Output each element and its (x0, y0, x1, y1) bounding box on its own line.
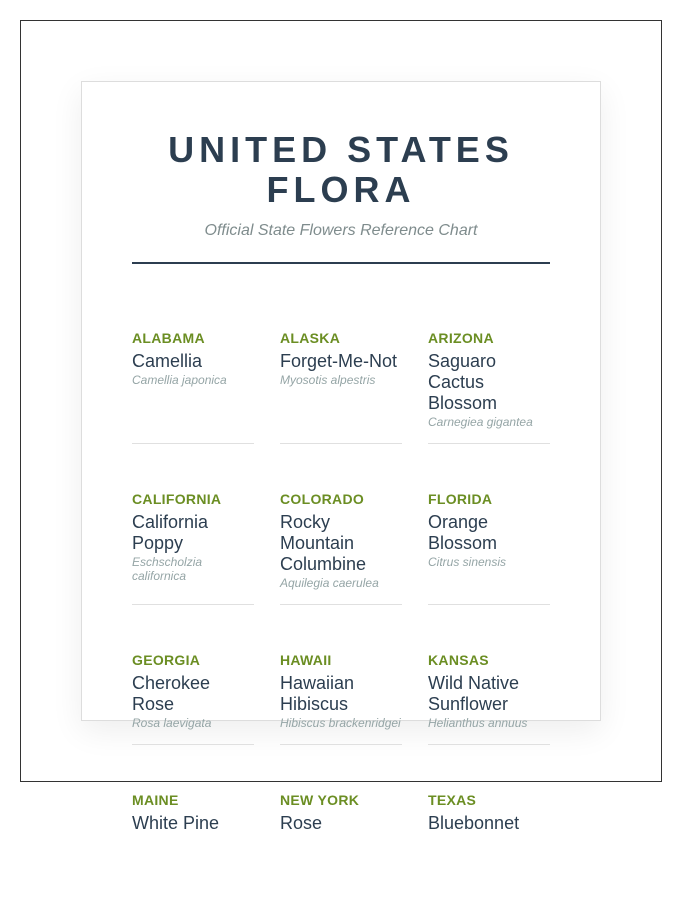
header-divider (132, 262, 550, 264)
state-item-texas (428, 793, 550, 848)
flower-name: Orange Blossom (428, 512, 498, 553)
flower-name: Rose (280, 813, 323, 833)
flower-name: Rocky Mountain Columbine (280, 512, 367, 574)
flower-name: Saguaro Cactus Blossom (428, 351, 498, 413)
state-item-arizona (428, 331, 550, 444)
state-item-kansas (428, 653, 550, 745)
page-content (132, 130, 550, 848)
scientific-name: Citrus sinensis (428, 555, 507, 569)
state-label: KANSAS (428, 652, 489, 668)
state-item-alaska (280, 331, 402, 444)
state-item-maine (132, 793, 254, 848)
state-item-hawaii (280, 653, 402, 745)
flower-name: Wild Native Sunflower (428, 673, 520, 714)
state-label: FLORIDA (428, 491, 493, 507)
state-label: MAINE (132, 792, 179, 808)
state-label: TEXAS (428, 792, 477, 808)
scientific-name: Aquilegia caerulea (280, 576, 379, 590)
flower-name: Forget-Me-Not (280, 351, 398, 371)
scientific-name: Eschscholzia californica (132, 555, 203, 583)
state-label: GEORGIA (132, 652, 201, 668)
state-item-florida (428, 492, 550, 605)
scientific-name: Helianthus annuus (428, 716, 528, 730)
state-item-california (132, 492, 254, 605)
scientific-name: Rosa laevigata (132, 716, 212, 730)
scientific-name: Myosotis alpestris (280, 373, 376, 387)
state-flower-grid (132, 331, 550, 848)
flower-name: White Pine (132, 813, 220, 833)
flower-name: Hawaiian Hibiscus (280, 673, 355, 714)
state-label: COLORADO (280, 491, 365, 507)
state-label: NEW YORK (280, 792, 360, 808)
flower-name: California Poppy (132, 512, 209, 553)
scientific-name: Camellia japonica (132, 373, 227, 387)
scientific-name: Carnegiea gigantea (428, 415, 533, 429)
flower-name: Camellia (132, 351, 203, 371)
state-label: HAWAII (280, 652, 332, 668)
state-label: ALABAMA (132, 330, 205, 346)
state-item-georgia (132, 653, 254, 745)
state-label: CALIFORNIA (132, 491, 222, 507)
scientific-name: Hibiscus brackenridgei (280, 716, 401, 730)
flower-name: Cherokee Rose (132, 673, 211, 714)
state-item-alabama (132, 331, 254, 444)
page-title: UNITED STATES FLORA (168, 129, 514, 210)
state-label: ALASKA (280, 330, 341, 346)
state-label: ARIZONA (428, 330, 494, 346)
state-item-colorado (280, 492, 402, 605)
flower-name: Bluebonnet (428, 813, 520, 833)
page-subtitle: Official State Flowers Reference Chart (204, 222, 478, 239)
state-item-new-york (280, 793, 402, 848)
